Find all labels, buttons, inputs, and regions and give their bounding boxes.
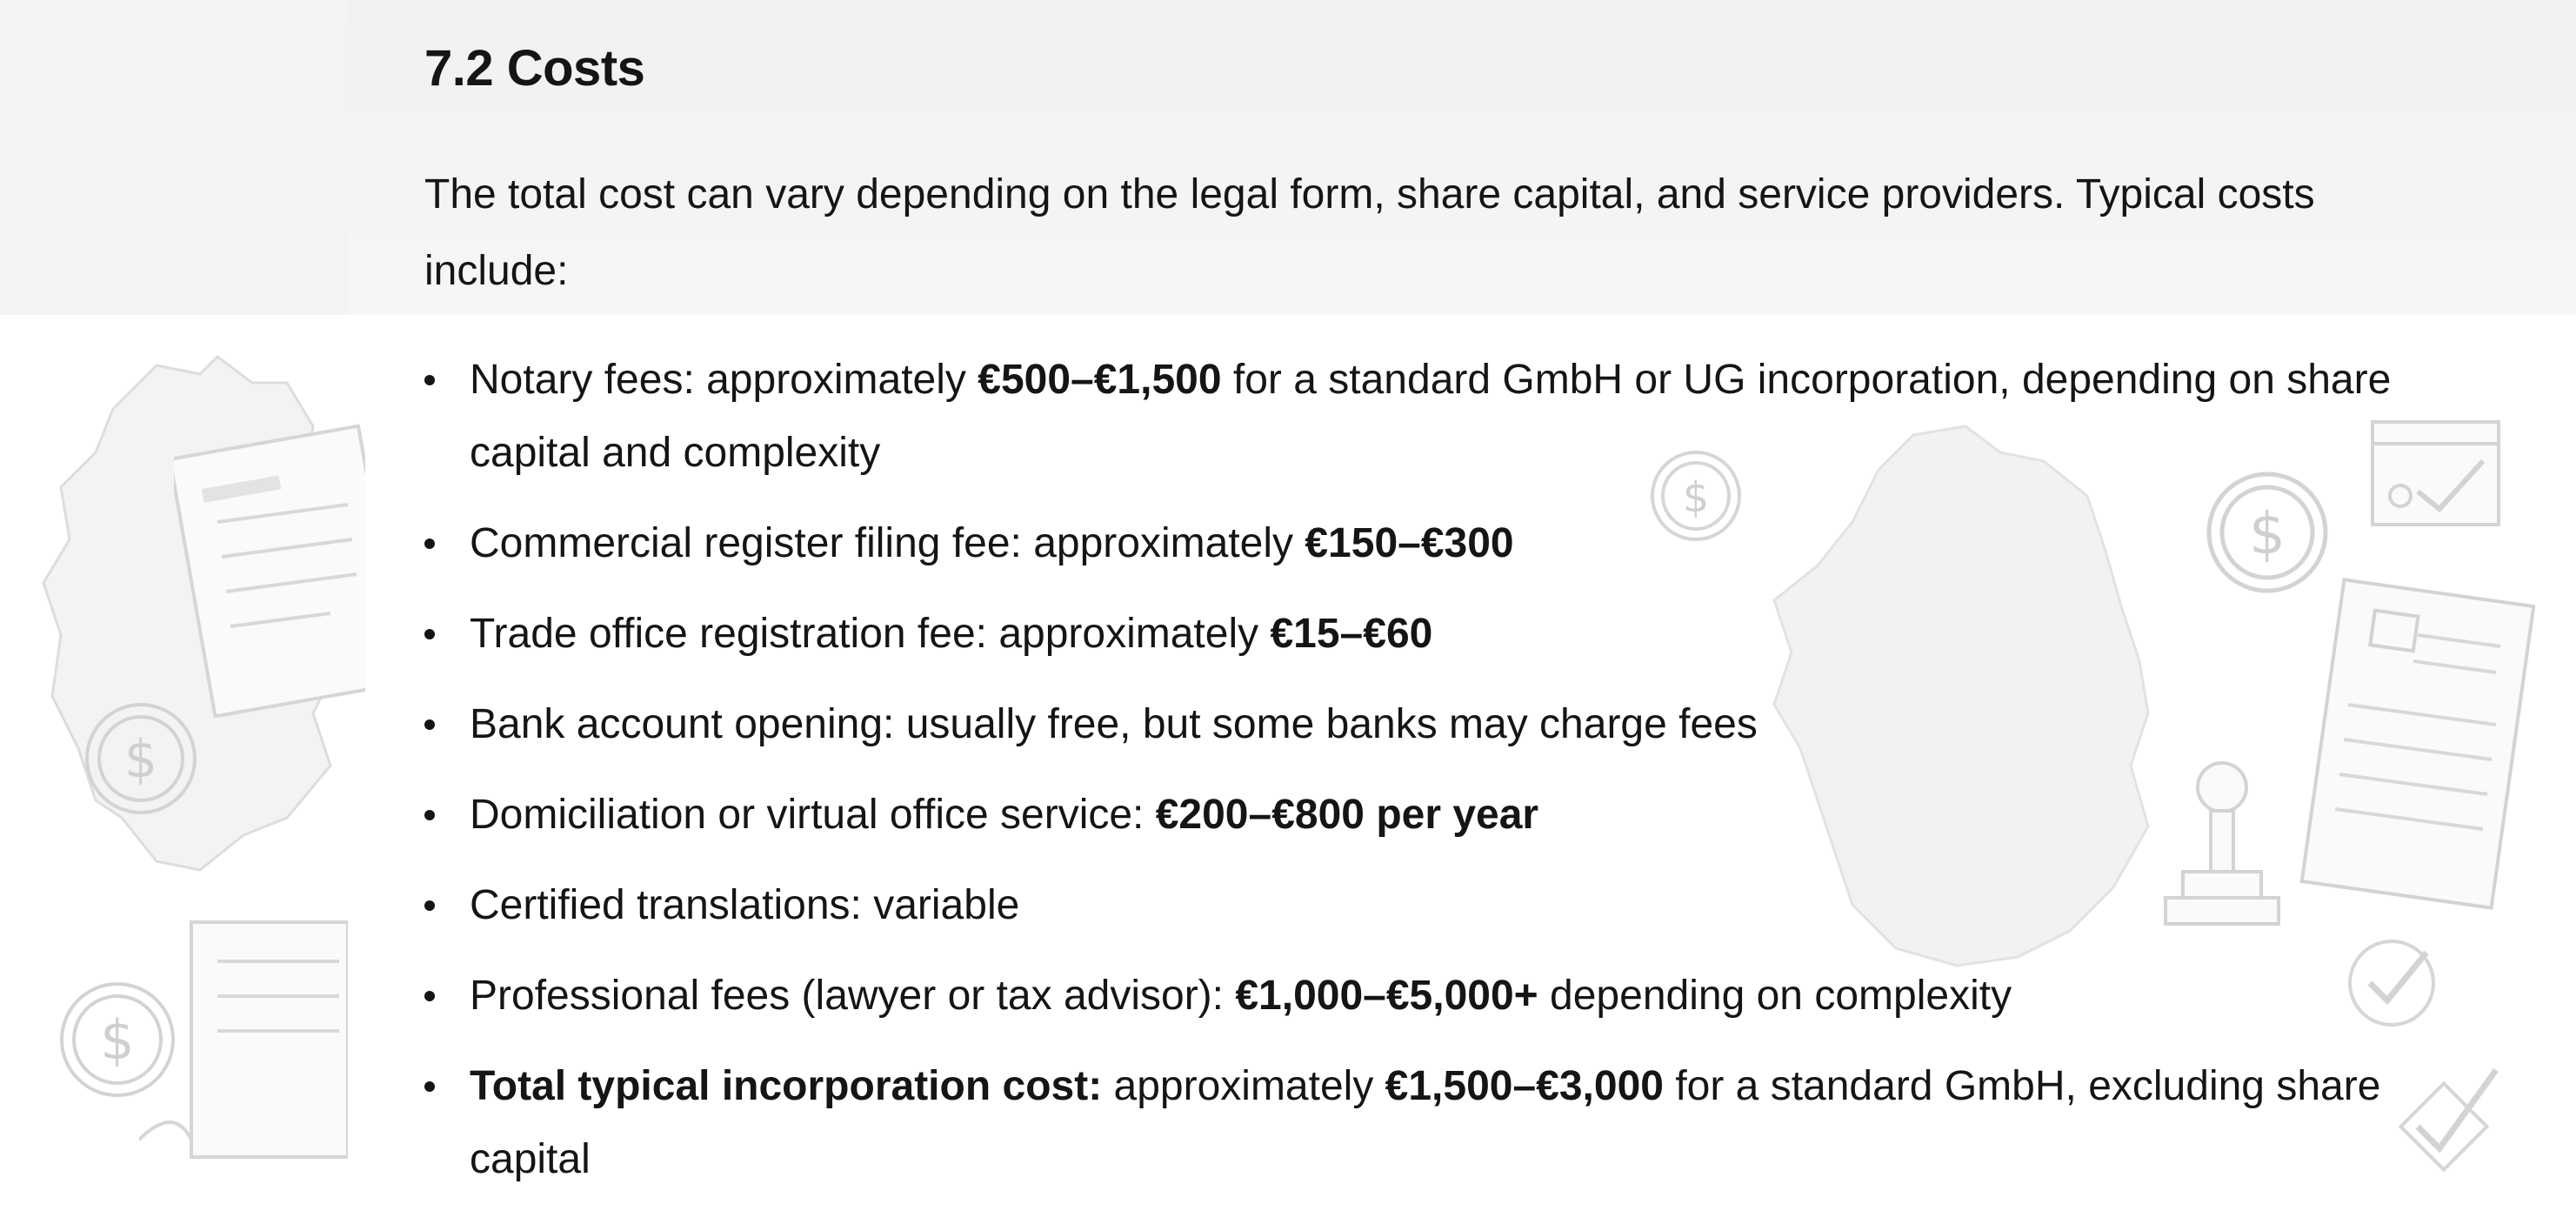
item-text: Professional fees (lawyer or tax advisor): xyxy=(470,973,1236,1019)
list-item xyxy=(424,869,2416,942)
list-item-total xyxy=(424,1050,2416,1196)
item-text-after: for a standard GmbH, excluding share capital xyxy=(470,1063,2381,1182)
item-text: Bank account opening: usually free, but some banks may charge fees xyxy=(470,701,1758,747)
item-text: Certified translations: variable xyxy=(470,882,1020,928)
document-icon xyxy=(139,918,348,1161)
intro-paragraph: The total cost can vary depending on the legal form, share capital, and service providers. Typical costs include: xyxy=(424,171,2315,294)
cost-list xyxy=(424,344,2416,1214)
cost-amount: €150–€300 xyxy=(1305,520,1514,566)
cost-amount: €200–€800 per year xyxy=(1155,792,1539,838)
item-text: approximately xyxy=(1102,1063,1385,1109)
list-item xyxy=(424,507,2416,580)
item-text: Notary fees: approximately xyxy=(470,357,978,403)
list-item xyxy=(424,688,2416,761)
item-text: Commercial register filing fee: approximately xyxy=(470,520,1305,566)
cost-amount: €1,000–€5,000+ xyxy=(1235,973,1538,1019)
total-label: Total typical incorporation cost: xyxy=(470,1063,1103,1109)
item-text: Domiciliation or virtual office service: xyxy=(470,792,1156,838)
svg-text:$: $ xyxy=(100,1008,135,1072)
left-panel-background xyxy=(0,0,348,315)
item-text-after: depending on complexity xyxy=(1538,973,2012,1019)
list-item xyxy=(424,779,2416,852)
item-text: Trade office registration fee: approximately xyxy=(470,611,1271,657)
cost-amount: €1,500–€3,000 xyxy=(1385,1063,1664,1109)
dollar-coin-icon xyxy=(83,700,200,818)
item-text-after: for a standard GmbH or UG incorporation, depending on share capital and complexity xyxy=(470,357,2392,476)
document-icon xyxy=(174,409,365,739)
cost-amount: €500–€1,500 xyxy=(978,357,1222,403)
list-item xyxy=(424,344,2416,490)
svg-text:$: $ xyxy=(2249,500,2286,567)
list-item xyxy=(424,960,2416,1033)
section-heading: 7.2 Costs xyxy=(424,40,645,97)
svg-text:$: $ xyxy=(123,729,158,790)
svg-text:$: $ xyxy=(1682,473,1710,522)
list-item xyxy=(424,598,2416,671)
cost-amount: €15–€60 xyxy=(1270,611,1433,657)
